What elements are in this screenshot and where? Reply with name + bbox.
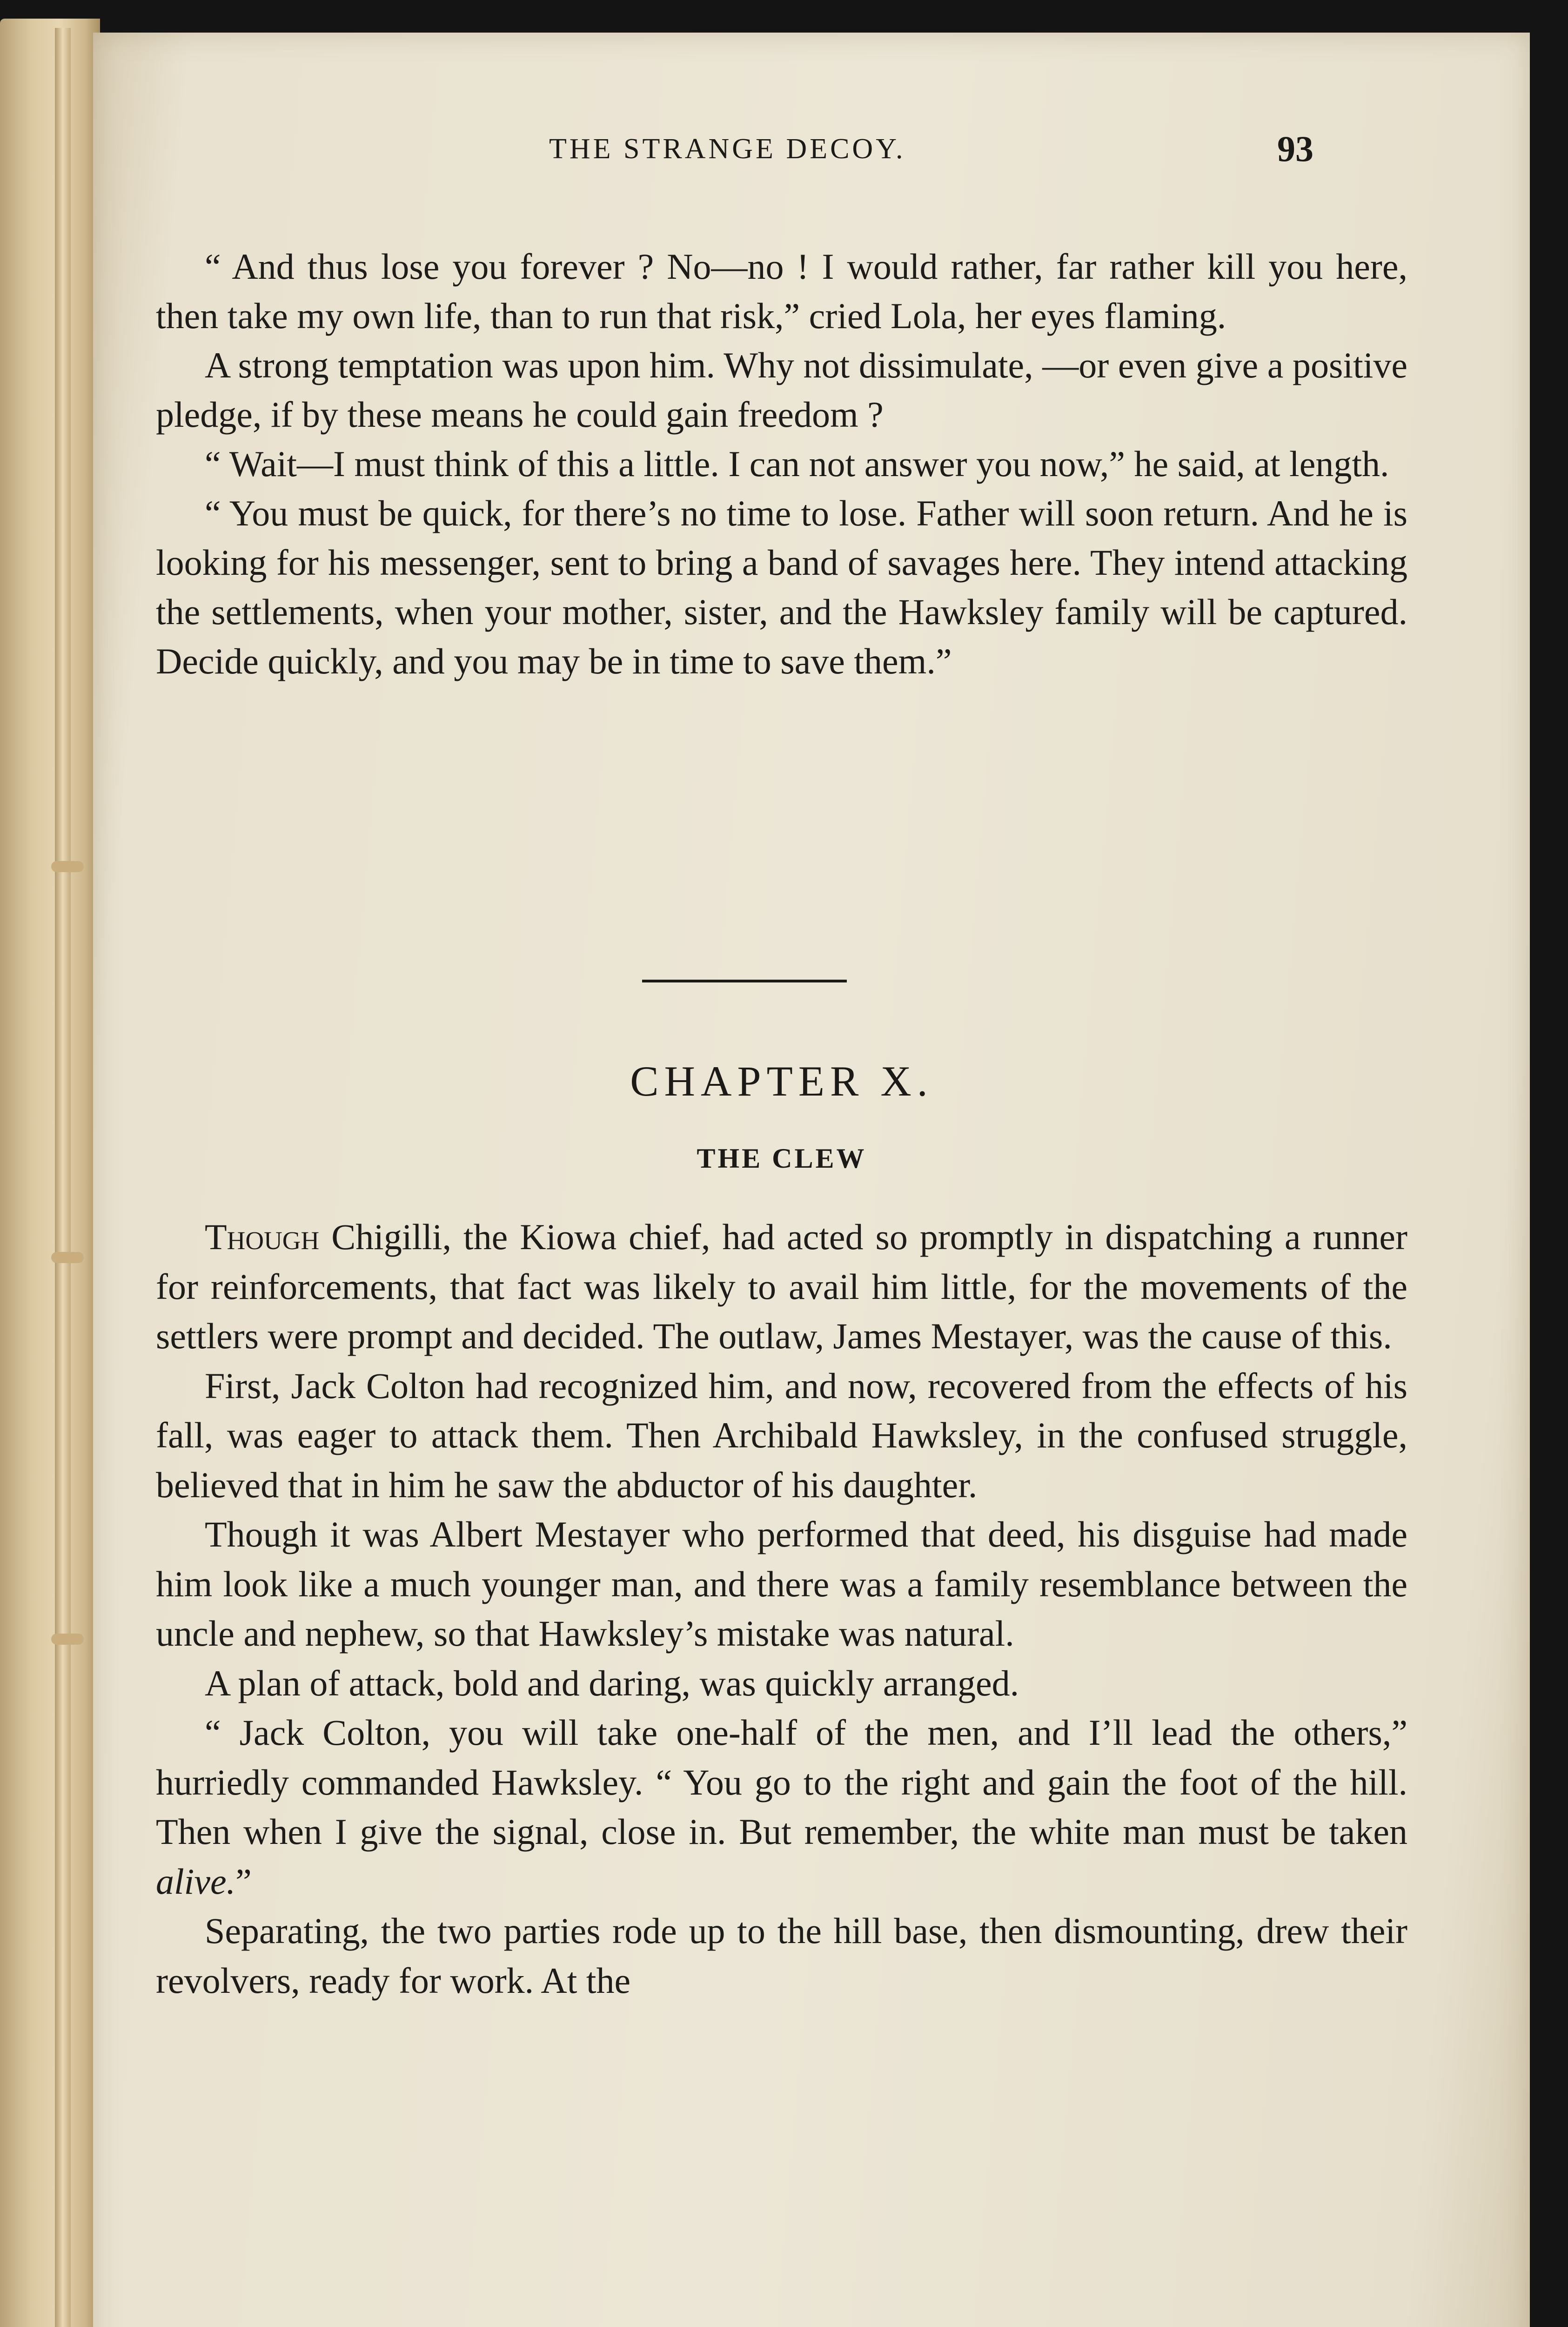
paragraph-lead-word: Though bbox=[205, 1217, 320, 1257]
paragraph-text: “ Jack Colton, you will take one-half of the men, and I’ll lead the others,” hurriedly commanded Hawksley. “ You go to the right and gain the foot of the hill. Then when I give the signal, close in. But remember, the white man must be taken bbox=[156, 1712, 1407, 1852]
paragraph: “ Wait—I must think of this a little. I can not answer you now,” he said, at length. bbox=[205, 444, 1389, 484]
paragraph bbox=[156, 1708, 1407, 1906]
binding-stitch bbox=[51, 861, 84, 872]
paragraph: A plan of attack, bold and daring, was quickly arranged. bbox=[205, 1662, 1019, 1703]
paragraph: Though it was Albert Mestayer who performed that deed, his disguise had made him look like a much younger man, and there was a family resemblance between the uncle and nephew, so that Hawksley’s mistake was natural. bbox=[156, 1514, 1407, 1654]
text-before-chapter bbox=[156, 242, 1407, 686]
paragraph bbox=[156, 1212, 1407, 1361]
chapter-subtitle: THE CLEW bbox=[697, 1143, 867, 1174]
running-title: THE STRANGE DECOY. bbox=[549, 133, 906, 165]
binding-stitch bbox=[51, 1634, 84, 1645]
page-header bbox=[93, 128, 1530, 184]
paragraph-text: ” bbox=[235, 1861, 252, 1902]
chapter-title: CHAPTER X. bbox=[630, 1057, 933, 1105]
paragraph: Separating, the two parties rode up to the hill base, then dismounting, drew their revolvers, ready for work. At the bbox=[156, 1910, 1407, 2001]
book-page bbox=[93, 33, 1530, 2327]
paragraph: A strong temptation was upon him. Why not dissimulate, —or even give a positive pledge, if by these means he could gain freedom ? bbox=[156, 345, 1407, 435]
text-after-chapter bbox=[156, 1212, 1407, 2005]
spine-fold bbox=[55, 28, 71, 2327]
paragraph: “ You must be quick, for there’s no time to lose. Father will soon return. And he is looking for his messenger, sent to bring a band of savages here. They intend attacking the settlements, when your mother, sister, and the Hawksley family will be captured. Decide quickly, and you may be in time to save them.” bbox=[156, 493, 1407, 681]
emphasized-word: alive. bbox=[156, 1861, 236, 1902]
paragraph: “ And thus lose you forever ? No—no ! I would rather, far rather kill you here, then take my own life, than to run that risk,” cried Lola, her eyes flaming. bbox=[156, 246, 1407, 336]
page-number: 93 bbox=[1277, 128, 1313, 169]
binding-stitch bbox=[51, 1252, 84, 1263]
section-divider bbox=[642, 980, 847, 982]
paragraph-text: Chigilli, the Kiowa chief, had acted so promptly in dispatching a runner for reinforcements, that fact was likely to avail him little, for the movements of the settlers were prompt and decided. The outlaw, James Mestayer, was the cause of this. bbox=[156, 1217, 1407, 1356]
book-spine bbox=[0, 19, 100, 2327]
paragraph: First, Jack Colton had recognized him, and now, recovered from the effects of his fall, was eager to attack them. Then Archibald Hawksley, in the confused struggle, believed that in him he saw the abductor of his daughter. bbox=[156, 1365, 1407, 1505]
